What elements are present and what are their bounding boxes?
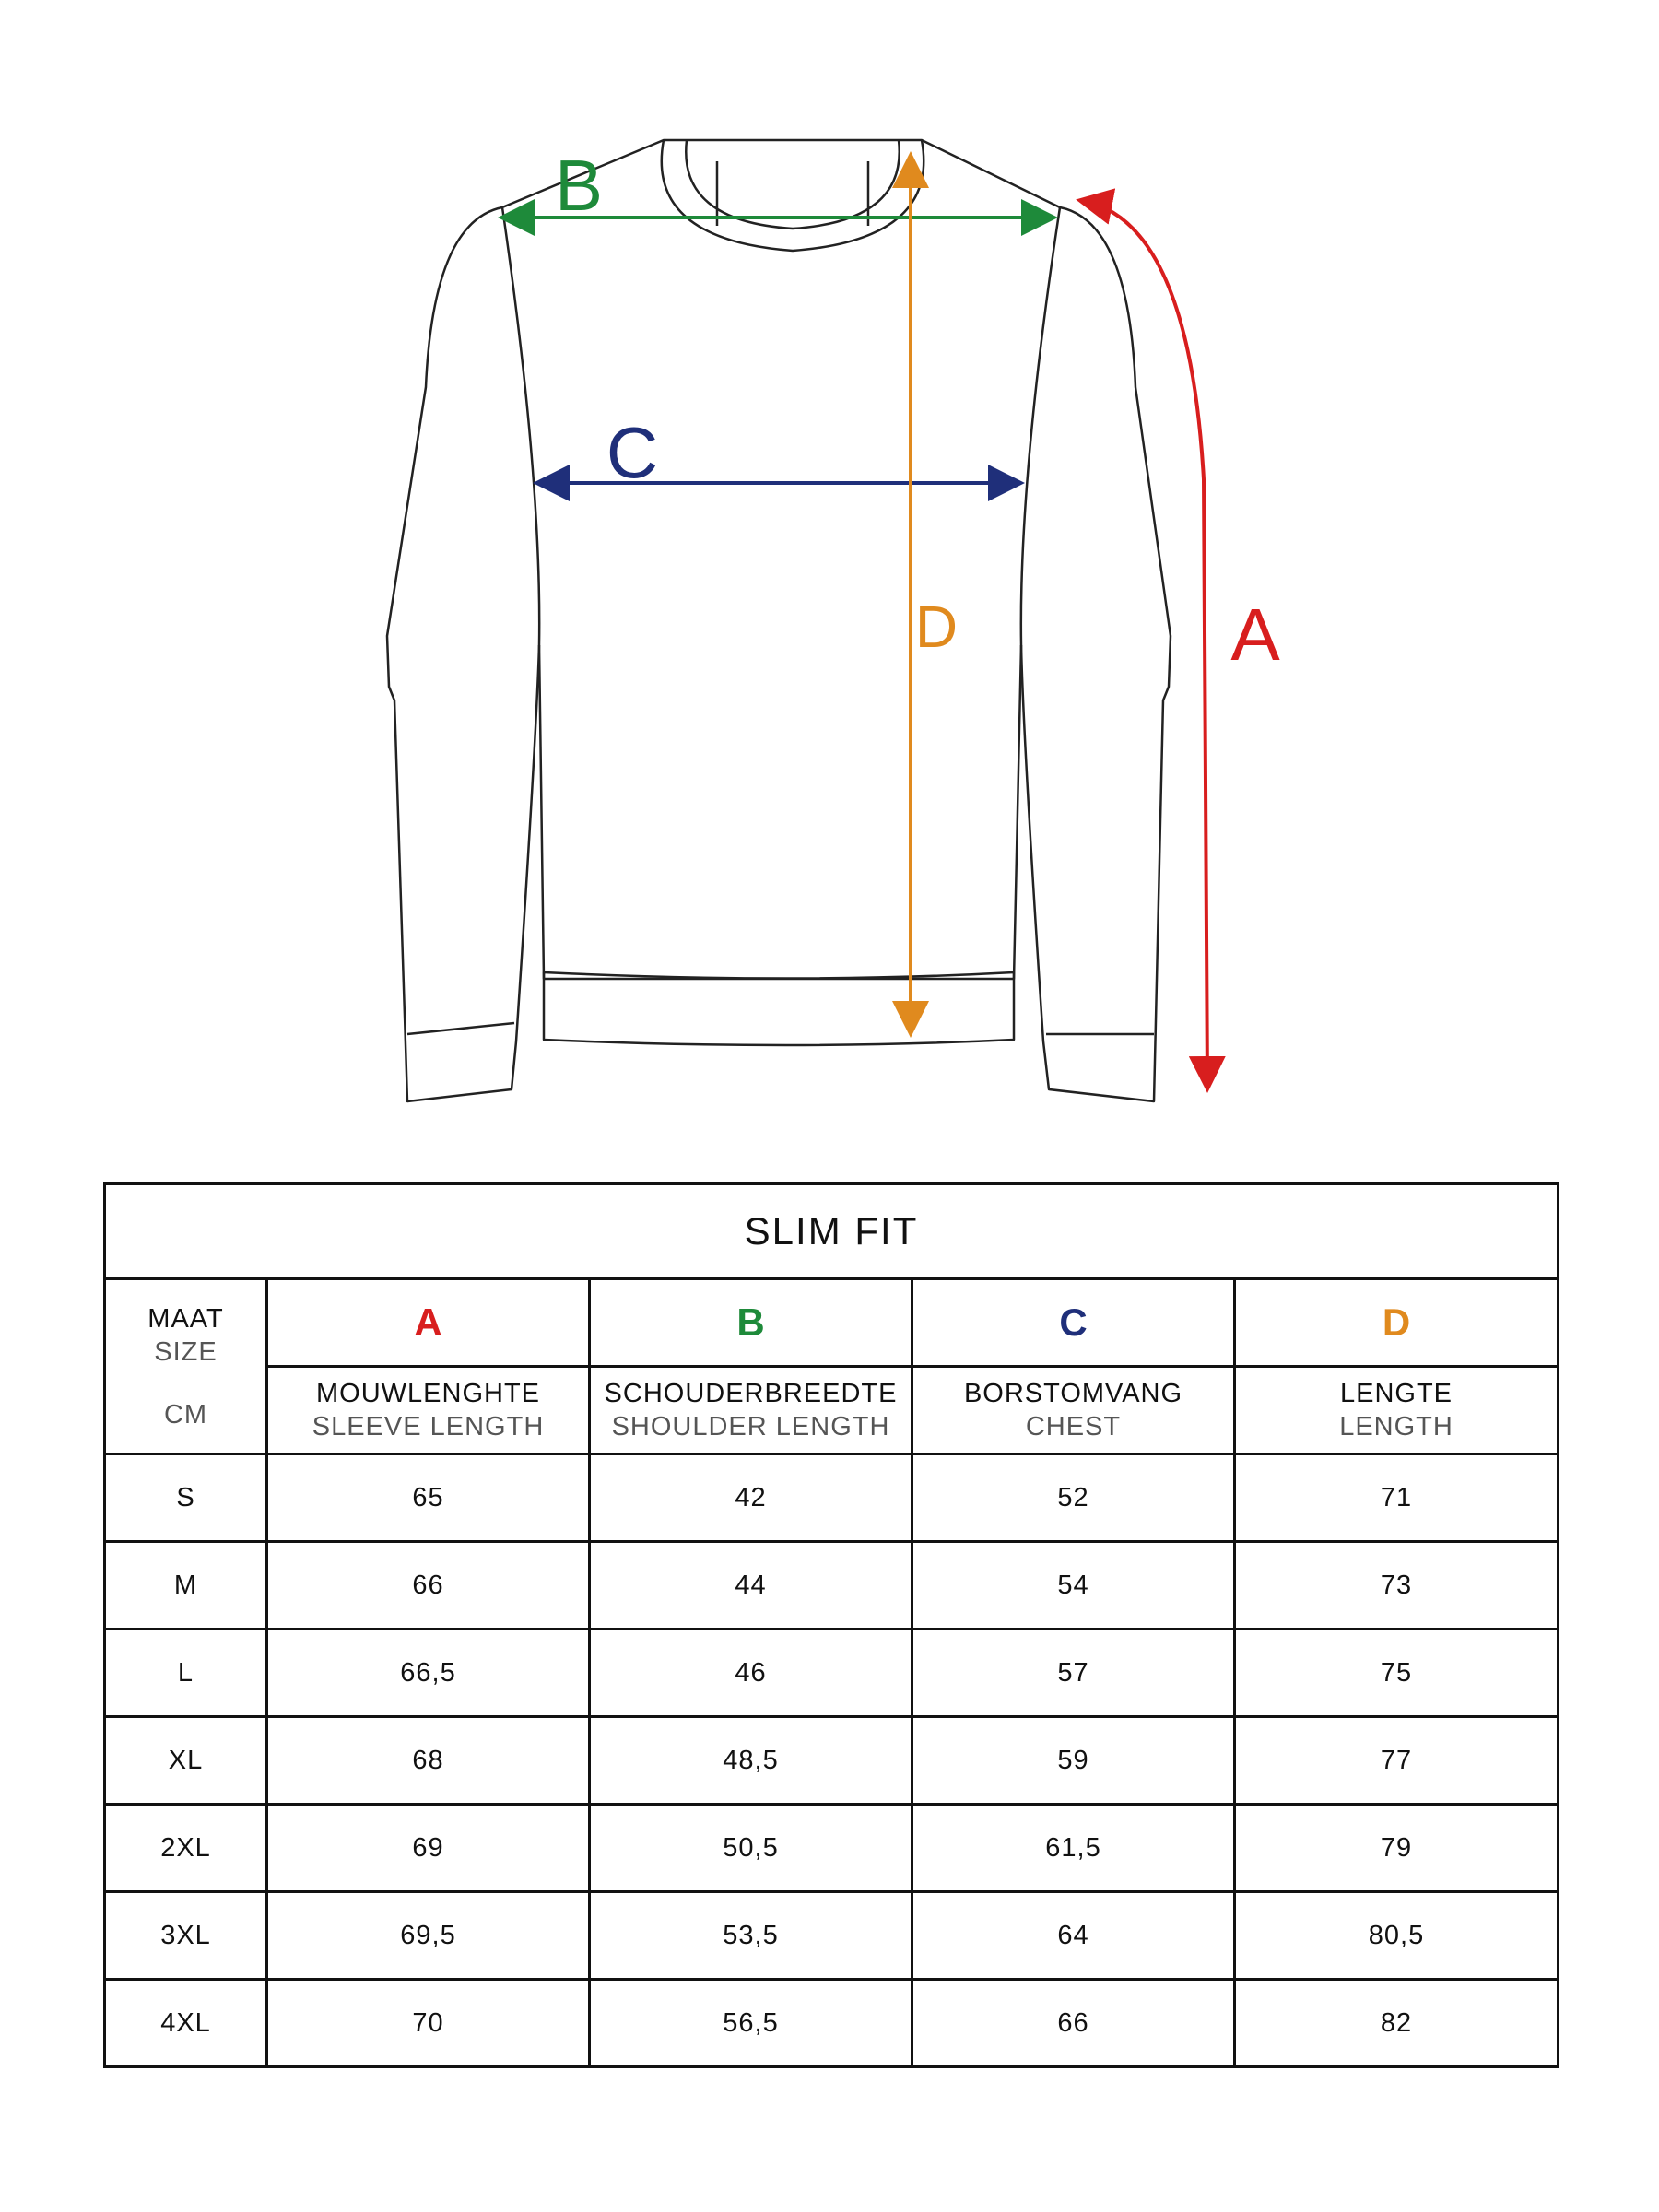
size-cell: L xyxy=(105,1630,267,1717)
waistband xyxy=(544,972,1014,1045)
size-chart-table xyxy=(103,1182,1559,2068)
value-cell: 64 xyxy=(912,1892,1235,1980)
size-cell: 2XL xyxy=(105,1805,267,1892)
table-row xyxy=(105,1454,1559,1542)
column-letter-c: C xyxy=(912,1279,1235,1367)
value-cell: 59 xyxy=(912,1717,1235,1805)
left-sleeve xyxy=(387,207,539,1101)
value-cell: 44 xyxy=(590,1542,912,1630)
value-cell: 68 xyxy=(267,1717,590,1805)
column-letter-d: D xyxy=(1235,1279,1559,1367)
column-label-a-en: SLEEVE LENGTH xyxy=(312,1412,545,1441)
value-cell: 48,5 xyxy=(590,1717,912,1805)
table-row xyxy=(105,1542,1559,1630)
size-cell: XL xyxy=(105,1717,267,1805)
value-cell: 73 xyxy=(1235,1542,1559,1630)
size-header-unit: CM xyxy=(163,1399,208,1430)
size-header-en: SIZE xyxy=(154,1336,218,1367)
table-row xyxy=(105,1630,1559,1717)
label-d: D xyxy=(914,594,959,660)
value-cell: 46 xyxy=(590,1630,912,1717)
value-cell: 57 xyxy=(912,1630,1235,1717)
column-label-c-nl: BORSTOMVANG xyxy=(963,1379,1183,1408)
column-letter-b: B xyxy=(590,1279,912,1367)
column-label-d-en: LENGTH xyxy=(1339,1412,1453,1441)
value-cell: 42 xyxy=(590,1454,912,1542)
column-label-a xyxy=(267,1367,590,1454)
size-header xyxy=(105,1279,267,1454)
sweater-outline xyxy=(387,140,1171,1101)
value-cell: 69,5 xyxy=(267,1892,590,1980)
label-c: C xyxy=(606,412,659,493)
label-b: B xyxy=(554,145,604,226)
label-a: A xyxy=(1230,594,1280,676)
value-cell: 53,5 xyxy=(590,1892,912,1980)
column-label-c xyxy=(912,1367,1235,1454)
value-cell: 80,5 xyxy=(1235,1892,1559,1980)
body-outline xyxy=(502,140,1060,979)
table-row xyxy=(105,1717,1559,1805)
table-title: SLIM FIT xyxy=(105,1184,1559,1279)
value-cell: 69 xyxy=(267,1805,590,1892)
size-cell: 3XL xyxy=(105,1892,267,1980)
value-cell: 66 xyxy=(912,1980,1235,2067)
value-cell: 77 xyxy=(1235,1717,1559,1805)
table-row xyxy=(105,1805,1559,1892)
column-label-d-nl: LENGTE xyxy=(1340,1379,1453,1408)
value-cell: 79 xyxy=(1235,1805,1559,1892)
size-header-nl: MAAT xyxy=(147,1303,224,1334)
right-sleeve xyxy=(1021,207,1171,1101)
table-row xyxy=(105,1980,1559,2067)
column-letter-a: A xyxy=(267,1279,590,1367)
value-cell: 61,5 xyxy=(912,1805,1235,1892)
table-row xyxy=(105,1892,1559,1980)
column-label-b-en: SHOULDER LENGTH xyxy=(611,1412,890,1441)
value-cell: 56,5 xyxy=(590,1980,912,2067)
column-label-a-nl: MOUWLENGHTE xyxy=(316,1379,540,1408)
value-cell: 52 xyxy=(912,1454,1235,1542)
column-label-d xyxy=(1235,1367,1559,1454)
column-label-c-en: CHEST xyxy=(1025,1412,1122,1441)
value-cell: 82 xyxy=(1235,1980,1559,2067)
value-cell: 50,5 xyxy=(590,1805,912,1892)
value-cell: 66 xyxy=(267,1542,590,1630)
value-cell: 75 xyxy=(1235,1630,1559,1717)
sleeve-arrow-a xyxy=(1083,201,1207,1086)
value-cell: 66,5 xyxy=(267,1630,590,1717)
value-cell: 70 xyxy=(267,1980,590,2067)
column-label-b xyxy=(590,1367,912,1454)
size-cell: 4XL xyxy=(105,1980,267,2067)
value-cell: 71 xyxy=(1235,1454,1559,1542)
size-cell: S xyxy=(105,1454,267,1542)
value-cell: 65 xyxy=(267,1454,590,1542)
left-cuff xyxy=(407,1023,514,1034)
size-cell: M xyxy=(105,1542,267,1630)
value-cell: 54 xyxy=(912,1542,1235,1630)
column-label-b-nl: SCHOUDERBREEDTE xyxy=(604,1379,898,1408)
